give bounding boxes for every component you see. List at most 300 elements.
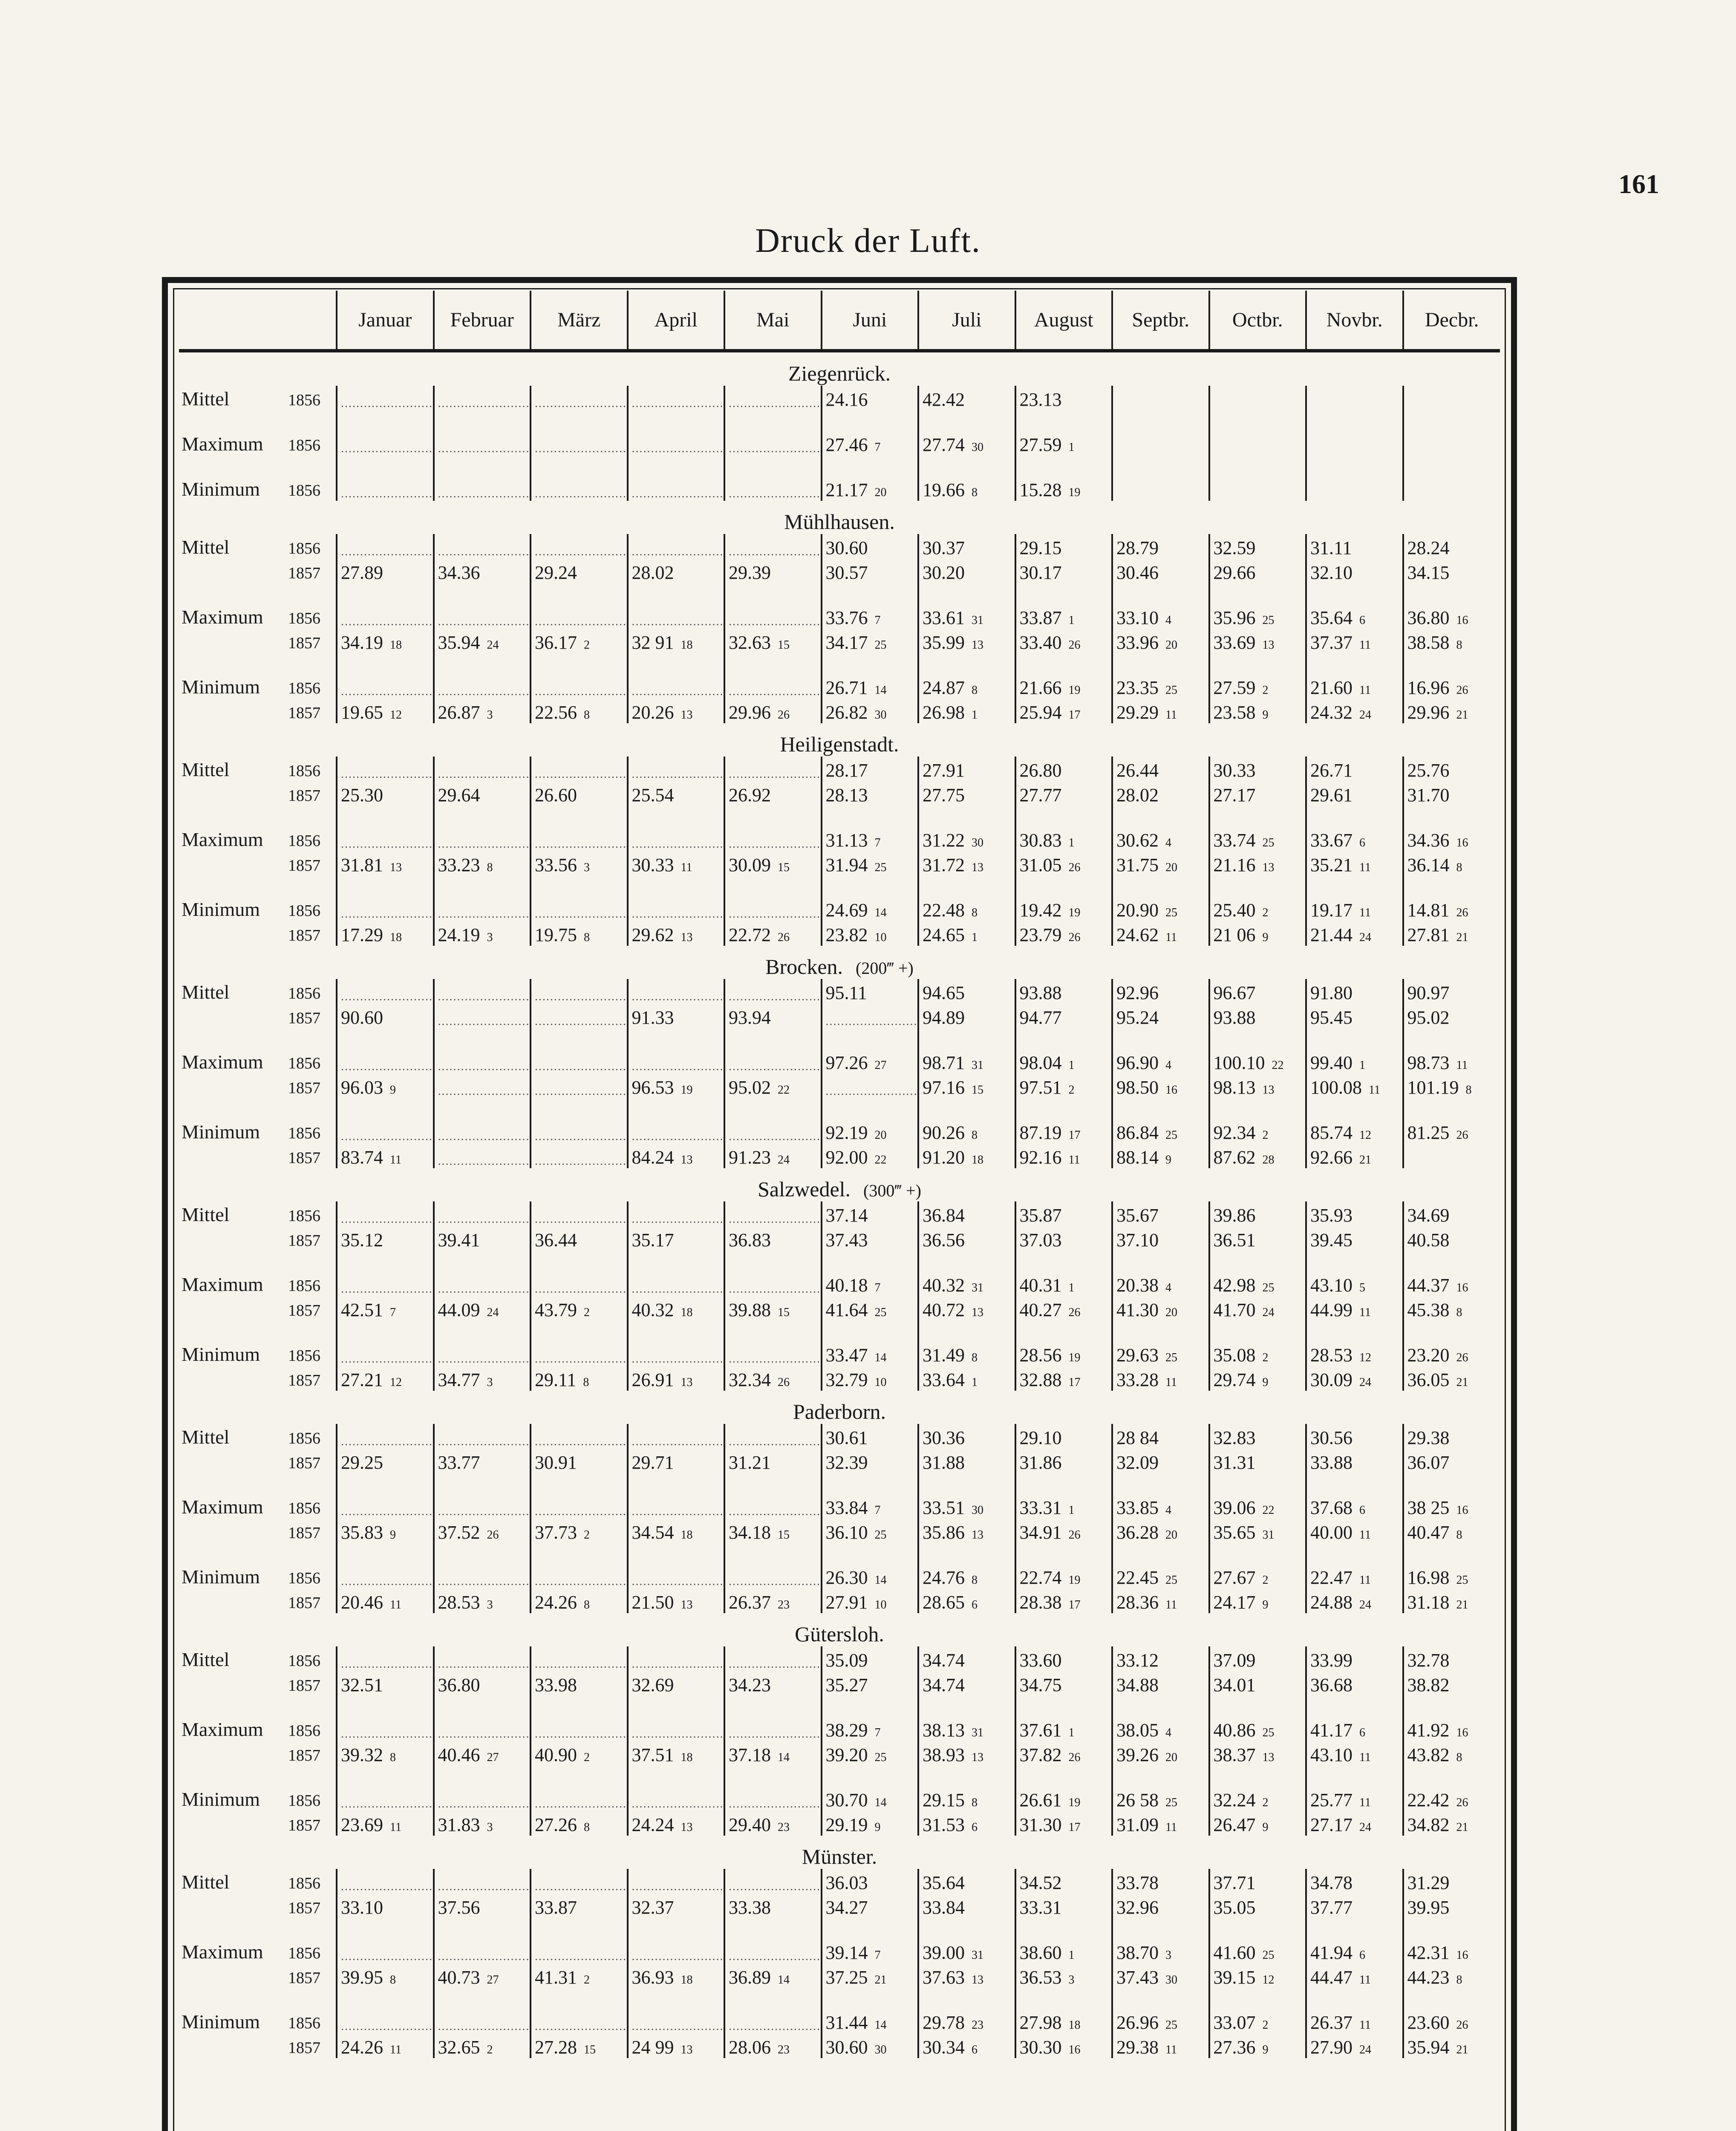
day-number: 11 — [681, 861, 692, 874]
table-row — [179, 806, 1500, 851]
pressure-value: 34.27 — [825, 1897, 868, 1918]
month-cell — [628, 2033, 725, 2058]
month-cell — [434, 1143, 531, 1168]
pressure-value: 100.10 — [1213, 1052, 1265, 1073]
month-cell — [1403, 456, 1500, 501]
month-cell — [628, 1251, 725, 1296]
month-cell — [1209, 653, 1306, 699]
pressure-value: 30.60 — [825, 2037, 868, 2058]
pressure-value: 16.96 — [1407, 677, 1450, 698]
month-cell — [918, 1473, 1015, 1519]
pressure-value: 35.96 — [1213, 607, 1256, 628]
empty-dots: ........................ — [438, 1130, 530, 1143]
pressure-value: 36.17 — [535, 632, 577, 653]
month-cell — [1403, 1918, 1500, 1964]
day-number: 7 — [874, 1281, 881, 1294]
page-number: 161 — [1618, 169, 1659, 199]
month-cell — [1112, 1918, 1209, 1964]
table-row — [179, 1646, 1500, 1671]
month-cell — [1112, 757, 1209, 781]
month-cell — [434, 534, 531, 559]
empty-dots: ........................ — [535, 1060, 627, 1073]
month-cell — [1015, 410, 1113, 456]
pressure-value: 32.39 — [825, 1452, 868, 1473]
month-cell — [1306, 1646, 1403, 1671]
month-header: Decbr. — [1403, 291, 1500, 351]
table-row — [179, 1766, 1500, 1811]
month-cell — [1112, 1811, 1209, 1836]
pressure-value: 14.81 — [1407, 900, 1450, 921]
pressure-value: 44.09 — [438, 1299, 480, 1320]
month-cell — [531, 979, 628, 1004]
month-cell — [724, 1894, 822, 1918]
day-number: 14 — [778, 1751, 790, 1764]
month-cell — [1209, 559, 1306, 583]
month-cell — [434, 456, 531, 501]
day-number: 2 — [584, 1751, 590, 1764]
month-cell — [434, 1519, 531, 1543]
row-label — [179, 1869, 337, 1894]
month-cell — [724, 1918, 822, 1964]
day-number: 6 — [972, 1598, 978, 1611]
day-number: 8 — [1465, 1083, 1472, 1097]
pressure-value: 26.98 — [923, 702, 965, 723]
pressure-value: 33.85 — [1116, 1497, 1159, 1518]
pressure-value: 31.31 — [1213, 1452, 1256, 1473]
pressure-value: 27.59 — [1019, 434, 1062, 455]
empty-dots: ........................ — [438, 397, 530, 410]
empty-dots: ........................ — [729, 837, 821, 851]
day-number: 9 — [1262, 1821, 1269, 1834]
row-year: 1857 — [288, 1149, 320, 1167]
empty-dots: ........................ — [341, 1950, 433, 1963]
pressure-value: 29.29 — [1116, 702, 1159, 723]
month-cell — [531, 1918, 628, 1964]
pressure-value: 28.02 — [1116, 785, 1159, 806]
empty-dots: ........................ — [729, 990, 821, 1003]
day-number: 9 — [390, 1528, 396, 1542]
month-cell — [918, 534, 1015, 559]
month-cell — [434, 1588, 531, 1613]
month-cell — [337, 1543, 434, 1588]
station-name: Paderborn. — [793, 1400, 886, 1424]
empty-dots: ........................ — [341, 907, 433, 921]
pressure-value: 22.56 — [535, 702, 577, 723]
pressure-value: 39.41 — [438, 1230, 480, 1250]
day-number: 8 — [972, 1574, 978, 1587]
month-cell — [434, 876, 531, 921]
row-kind: Mittel — [182, 1204, 230, 1225]
empty-dots: ........................ — [729, 1352, 821, 1366]
pressure-value: 27.77 — [1019, 785, 1062, 806]
pressure-value: 29.40 — [729, 1814, 771, 1835]
pressure-value: 40.32 — [923, 1275, 965, 1296]
day-number: 24 — [1359, 2043, 1371, 2056]
day-number: 8 — [1456, 1306, 1462, 1319]
day-number: 1 — [1068, 1281, 1075, 1294]
row-year: 1856 — [288, 985, 320, 1002]
month-cell — [434, 2033, 531, 2058]
month-cell — [822, 1741, 919, 1766]
day-number: 2 — [584, 1973, 590, 1987]
pressure-value: 22.45 — [1116, 1567, 1159, 1588]
pressure-value: 24.62 — [1116, 924, 1159, 945]
month-cell — [628, 1424, 725, 1449]
month-cell — [1015, 1296, 1113, 1321]
pressure-value: 35.87 — [1019, 1205, 1062, 1226]
pressure-value: 95.02 — [729, 1077, 771, 1098]
month-cell — [1112, 1143, 1209, 1168]
month-cell — [1403, 1226, 1500, 1251]
month-cell — [628, 583, 725, 629]
day-number: 9 — [1262, 1376, 1269, 1389]
row-label — [179, 1811, 337, 1836]
month-cell — [1209, 1918, 1306, 1964]
month-cell — [1306, 1098, 1403, 1143]
day-number: 6 — [1359, 1726, 1365, 1739]
month-cell — [1015, 559, 1113, 583]
pressure-value: 34.54 — [632, 1522, 674, 1543]
table-row — [179, 1251, 1500, 1296]
pressure-value: 31.13 — [825, 830, 868, 851]
day-number: 12 — [390, 1376, 402, 1389]
month-cell — [822, 1646, 919, 1671]
row-label — [179, 979, 337, 1004]
table-row — [179, 1473, 1500, 1519]
pressure-value: 35.67 — [1116, 1205, 1159, 1226]
pressure-value: 44.47 — [1310, 1967, 1352, 1988]
pressure-value: 34.36 — [438, 562, 480, 583]
day-number: 4 — [1165, 1726, 1171, 1739]
month-cell — [434, 1251, 531, 1296]
pressure-value: 34.01 — [1213, 1675, 1256, 1695]
pressure-value: 33.88 — [1310, 1452, 1352, 1473]
day-number: 7 — [874, 836, 881, 849]
station-name: Brocken. — [765, 955, 843, 979]
month-cell — [822, 1028, 919, 1074]
empty-dots: ........................ — [632, 768, 724, 781]
pressure-value: 93.88 — [1213, 1007, 1256, 1028]
day-number: 4 — [1165, 1281, 1171, 1294]
pressure-value: 32.79 — [825, 1369, 868, 1390]
month-cell — [1403, 1201, 1500, 1226]
empty-dots: ........................ — [825, 1085, 918, 1098]
month-cell — [1306, 1988, 1403, 2033]
month-cell — [1112, 1321, 1209, 1366]
pressure-value: 28 84 — [1116, 1427, 1159, 1448]
month-cell — [724, 1588, 822, 1613]
day-number: 12 — [1359, 1129, 1371, 1142]
empty-dots: ........................ — [438, 1282, 530, 1296]
month-cell — [1209, 1226, 1306, 1251]
day-number: 27 — [874, 1059, 887, 1072]
pressure-value: 33.23 — [438, 855, 480, 875]
pressure-value: 32.65 — [438, 2037, 480, 2058]
day-number: 14 — [874, 1351, 887, 1364]
row-year: 1856 — [288, 1124, 320, 1142]
month-cell — [822, 1098, 919, 1143]
row-year: 1857 — [288, 1302, 320, 1320]
month-cell — [337, 1869, 434, 1894]
day-number: 21 — [1456, 1598, 1468, 1611]
day-number: 13 — [972, 1528, 983, 1542]
empty-dots: ........................ — [535, 1435, 627, 1448]
month-cell — [337, 1321, 434, 1366]
empty-dots: ........................ — [341, 2020, 433, 2033]
month-cell — [1403, 1543, 1500, 1588]
row-year: 1856 — [288, 1722, 320, 1740]
month-cell — [337, 1251, 434, 1296]
month-cell — [1403, 559, 1500, 583]
pressure-value: 30.36 — [923, 1427, 965, 1448]
empty-dots: ........................ — [341, 1575, 433, 1588]
empty-dots: ........................ — [632, 1727, 724, 1741]
empty-dots: ........................ — [535, 442, 627, 455]
table-row — [179, 757, 1500, 781]
empty-dots: ........................ — [535, 768, 627, 781]
pressure-value: 37.63 — [923, 1967, 965, 1988]
pressure-value: 23.35 — [1116, 677, 1159, 698]
month-cell — [531, 1988, 628, 2033]
pressure-value: 23.20 — [1407, 1345, 1450, 1366]
day-number: 3 — [487, 1376, 493, 1389]
pressure-value: 27.28 — [535, 2037, 577, 2058]
table-row — [179, 1201, 1500, 1226]
pressure-value: 27.98 — [1019, 2012, 1062, 2033]
month-cell — [918, 1811, 1015, 1836]
month-cell — [628, 1894, 725, 1918]
month-cell — [1403, 1251, 1500, 1296]
row-year: 1856 — [288, 436, 320, 454]
pressure-value: 33.31 — [1019, 1897, 1062, 1918]
day-number: 11 — [1359, 861, 1371, 874]
row-label — [179, 410, 337, 456]
day-number: 11 — [390, 1153, 401, 1167]
day-number: 11 — [1359, 906, 1371, 919]
day-number: 31 — [972, 1949, 983, 1962]
pressure-value: 36.05 — [1407, 1369, 1450, 1390]
month-cell — [628, 1098, 725, 1143]
station-heading-row — [179, 351, 1500, 386]
row-year: 1856 — [288, 1499, 320, 1517]
month-cell — [822, 757, 919, 781]
month-cell — [918, 1004, 1015, 1028]
table-row — [179, 1741, 1500, 1766]
day-number: 14 — [874, 1574, 887, 1587]
month-cell — [628, 699, 725, 723]
pressure-value: 30.33 — [632, 855, 674, 875]
row-year: 1856 — [288, 1652, 320, 1670]
pressure-value: 44.37 — [1407, 1275, 1450, 1296]
month-cell — [1015, 534, 1113, 559]
month-cell — [918, 699, 1015, 723]
month-cell — [1403, 1766, 1500, 1811]
pressure-value: 27.26 — [535, 1814, 577, 1835]
month-cell — [724, 699, 822, 723]
month-cell — [1209, 2033, 1306, 2058]
month-cell — [724, 1366, 822, 1391]
day-number: 14 — [778, 1973, 790, 1987]
day-number: 13 — [972, 861, 983, 874]
day-number: 14 — [874, 906, 887, 919]
day-number: 21 — [1456, 931, 1468, 944]
pressure-value: 36.80 — [1407, 607, 1450, 628]
month-cell — [628, 876, 725, 921]
month-cell — [822, 1918, 919, 1964]
pressure-value: 42.98 — [1213, 1275, 1256, 1296]
row-label — [179, 1028, 337, 1074]
pressure-value: 42.51 — [341, 1299, 383, 1320]
month-cell — [1403, 1894, 1500, 1918]
month-cell — [1209, 386, 1306, 410]
table-row — [179, 1894, 1500, 1918]
row-kind: Minimum — [182, 1566, 260, 1588]
month-cell — [1015, 1766, 1113, 1811]
month-cell — [724, 1449, 822, 1473]
pressure-value: 23.79 — [1019, 924, 1062, 945]
month-cell — [337, 1424, 434, 1449]
day-number: 5 — [1359, 1281, 1365, 1294]
day-number: 25 — [874, 638, 887, 652]
day-number: 9 — [1262, 2043, 1269, 2056]
month-cell — [1015, 979, 1113, 1004]
empty-dots: ........................ — [729, 1130, 821, 1143]
pressure-value: 29.64 — [438, 785, 480, 806]
day-number: 26 — [487, 1528, 499, 1542]
row-year: 1856 — [288, 1569, 320, 1587]
month-cell — [1209, 1671, 1306, 1696]
month-cell — [1306, 1449, 1403, 1473]
month-cell — [1306, 653, 1403, 699]
month-cell — [1306, 806, 1403, 851]
pressure-value: 27.91 — [825, 1592, 868, 1613]
month-cell — [918, 1143, 1015, 1168]
pressure-value: 39.86 — [1213, 1205, 1256, 1226]
month-cell — [531, 1894, 628, 1918]
pressure-value: 22.42 — [1407, 1790, 1450, 1810]
month-cell — [822, 1766, 919, 1811]
pressure-value: 35.64 — [1310, 607, 1352, 628]
day-number: 21 — [874, 1973, 887, 1987]
day-number: 11 — [1165, 1821, 1177, 1834]
row-label — [179, 1226, 337, 1251]
day-number: 2 — [1068, 1083, 1075, 1097]
row-year: 1856 — [288, 1429, 320, 1447]
pressure-value: 43.82 — [1407, 1744, 1450, 1765]
row-year: 1856 — [288, 1944, 320, 1962]
empty-dots: ........................ — [535, 1657, 627, 1671]
pressure-value: 25.40 — [1213, 900, 1256, 921]
month-cell — [1015, 1226, 1113, 1251]
pressure-value: 33.38 — [729, 1897, 771, 1918]
day-number: 2 — [1262, 2018, 1269, 2032]
month-cell — [337, 699, 434, 723]
month-cell — [822, 1519, 919, 1543]
month-cell — [531, 1964, 628, 1988]
day-number: 1 — [1068, 1504, 1075, 1517]
month-cell — [1209, 876, 1306, 921]
pressure-value: 36.89 — [729, 1967, 771, 1988]
day-number: 25 — [1262, 1281, 1275, 1294]
pressure-value: 27.75 — [923, 785, 965, 806]
pressure-value: 31.44 — [825, 2012, 868, 2033]
day-number: 3 — [1068, 1973, 1075, 1987]
month-cell — [822, 1226, 919, 1251]
pressure-value: 33.78 — [1116, 1872, 1159, 1893]
month-cell — [918, 1741, 1015, 1766]
empty-dots: ........................ — [341, 545, 433, 558]
pressure-value: 37.09 — [1213, 1650, 1256, 1671]
pressure-value: 33.64 — [923, 1369, 965, 1390]
month-cell — [434, 1894, 531, 1918]
month-cell — [822, 1588, 919, 1613]
pressure-value: 31.75 — [1116, 855, 1159, 875]
empty-dots: ........................ — [535, 1727, 627, 1741]
month-cell — [337, 1004, 434, 1028]
month-cell — [1403, 1988, 1500, 2033]
pressure-value: 29.15 — [1019, 537, 1062, 558]
month-cell — [1112, 1296, 1209, 1321]
day-number: 12 — [1262, 1973, 1275, 1987]
pressure-value: 94.77 — [1019, 1007, 1062, 1028]
month-cell — [434, 1766, 531, 1811]
month-cell — [434, 653, 531, 699]
pressure-value: 35.83 — [341, 1522, 383, 1543]
pressure-value: 37.43 — [825, 1230, 868, 1250]
pressure-value: 92.16 — [1019, 1147, 1062, 1168]
row-label — [179, 1766, 337, 1811]
month-cell — [724, 1543, 822, 1588]
month-cell — [822, 1964, 919, 1988]
row-year: 1856 — [288, 391, 320, 409]
month-cell — [1015, 781, 1113, 806]
pressure-value: 29.24 — [535, 562, 577, 583]
pressure-value: 34.69 — [1407, 1205, 1450, 1226]
month-cell — [724, 1741, 822, 1766]
month-cell — [531, 876, 628, 921]
table-row — [179, 876, 1500, 921]
month-cell — [918, 456, 1015, 501]
day-number: 13 — [972, 1306, 983, 1319]
row-label — [179, 876, 337, 921]
pressure-value: 33.40 — [1019, 632, 1062, 653]
pressure-value: 28.56 — [1019, 1345, 1062, 1366]
pressure-value: 37.52 — [438, 1522, 480, 1543]
day-number: 8 — [1456, 1528, 1462, 1542]
month-cell — [628, 1766, 725, 1811]
row-label — [179, 1201, 337, 1226]
month-cell — [531, 1004, 628, 1028]
pressure-value: 29.39 — [729, 562, 771, 583]
row-label — [179, 1449, 337, 1473]
row-year: 1857 — [288, 1594, 320, 1612]
pressure-value: 97.26 — [825, 1052, 868, 1073]
day-number: 27 — [487, 1751, 499, 1764]
pressure-value: 31.83 — [438, 1814, 480, 1835]
empty-dots: ........................ — [341, 487, 433, 500]
pressure-value: 31.21 — [729, 1452, 771, 1473]
pressure-value: 26.91 — [632, 1369, 674, 1390]
month-cell — [1306, 876, 1403, 921]
pressure-value: 98.50 — [1116, 1077, 1159, 1098]
pressure-value: 39.15 — [1213, 1967, 1256, 1988]
pressure-value: 30.60 — [825, 537, 868, 558]
day-number: 18 — [681, 638, 693, 652]
pressure-value: 21.60 — [1310, 677, 1352, 698]
day-number: 19 — [1068, 1796, 1081, 1809]
month-cell — [1015, 921, 1113, 946]
empty-dots: ........................ — [535, 837, 627, 851]
